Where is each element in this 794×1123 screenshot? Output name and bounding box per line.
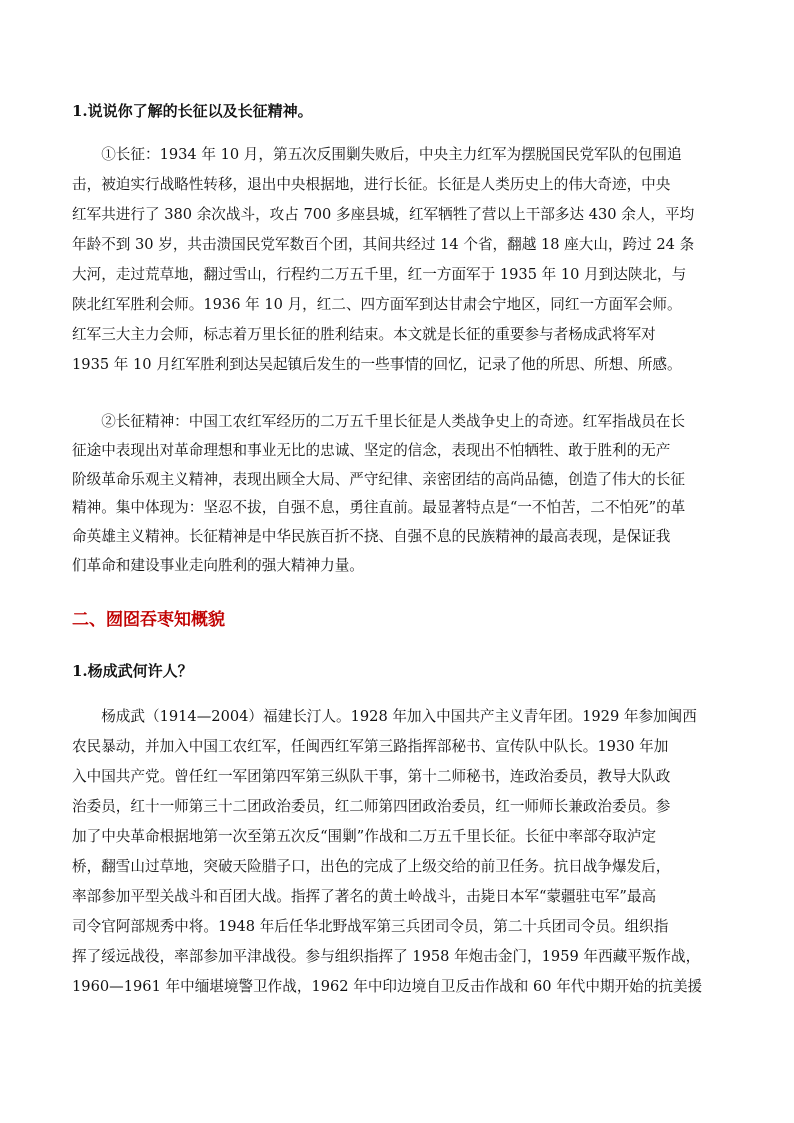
text-line: 司令官阿部规秀中将。1948 年后任华北野战军第三兵团司令员，第二十兵团司令员。组织指 xyxy=(72,918,669,935)
text-line: 命英雄主义精神。长征精神是中华民族百折不挠、自强不息的民族精神的最高表现，是保证我 xyxy=(72,528,671,546)
text-line: 1935 年 10 月红军胜利到达吴起镇后发生的一些事情的回忆，记录了他的所思、所想、所感。 xyxy=(72,356,682,373)
text-line: 入中国共产党。曾任红一军团第四军第三纵队干事，第十二师秘书，连政治委员，教导大队政 xyxy=(72,768,671,785)
text-line: 1960—1961 年中缅堪境警卫作战，1962 年中印边境自卫反击作战和 60 年代中期开始的抗美援 xyxy=(72,978,703,995)
text-line: 红军三大主力会师，标志着万里长征的胜利结束。本文就是长征的重要参与者杨成武将军对 xyxy=(72,326,656,343)
text-line: 农民暴动，并加入中国工农红军，任闽西红军第三路指挥部秘书、宣传队中队长。1930 年加 xyxy=(72,738,669,755)
text-line: 率部参加平型关战斗和百团大战。指挥了著名的黄土岭战斗，击毙日本军“蒙疆驻屯军”最高 xyxy=(72,888,657,905)
text-line: 挥了绥远战役，率部参加平津战役。参与组织指挥了 1958 年炮击金门，1959 年西藏平叛作战， xyxy=(72,948,701,965)
text-line: ②长征精神：中国工农红军经历的二万五千里长征是人类战争史上的奇迹。红军指战员在长 xyxy=(72,413,685,430)
text-line: 年龄不到 30 岁，共击溃国民党军数百个团，其间共经过 14 个省，翻越 18 座大山，跨过 24 条 xyxy=(72,236,695,253)
text-line: 红军共进行了 380 余次战斗，攻占 700 多座县城，红军牺牲了营以上干部多达 430 余人，平均 xyxy=(72,206,695,223)
text-line: 大河，走过荒草地，翻过雪山，行程约二万五千里，红一方面军于 1935 年 10 月到达陕北，与 xyxy=(72,266,687,283)
question-heading-changzheng: 1.说说你了解的长征以及长征精神。 xyxy=(72,102,313,120)
text-line: ①长征：1934 年 10 月，第五次反围剿失败后，中央主力红军为摆脱国民党军队的包围追 xyxy=(72,146,682,163)
text-line: 加了中央革命根据地第一次至第五次反“围剿”作战和二万五千里长征。长征中率部夺取泸定 xyxy=(72,828,657,845)
paragraph-yang-chengwu xyxy=(72,702,722,1002)
text-line: 们革命和建设事业走向胜利的强大精神力量。 xyxy=(72,556,364,574)
text-line: 陕北红军胜利会师。1936 年 10 月，红二、四方面军到达甘肃会宁地区，同红一方面军会师。 xyxy=(72,296,682,313)
question-heading-yang: 1.杨成武何许人？ xyxy=(72,662,193,680)
section-heading: 二、囫囵吞枣知概貌 xyxy=(72,610,225,630)
text-line: 阶级革命乐观主义精神，表现出顾全大局、严守纪律、亲密团结的高尚品德，创造了伟大的长征 xyxy=(72,470,685,488)
paragraph-changzheng-jingshen xyxy=(72,408,722,581)
text-line: 治委员，红十一师第三十二团政治委员，红二师第四团政治委员，红一师师长兼政治委员。参 xyxy=(72,798,671,815)
text-line: 杨成武（1914—2004）福建长汀人。1928 年加入中国共产主义青年团。1929 年参加闽西 xyxy=(72,708,697,725)
text-line: 精神。集中体现为：坚忍不拔，自强不息，勇往直前。最显著特点是“一不怕苦，二不怕死”的革 xyxy=(72,499,686,517)
text-line: 桥，翻雪山过草地，突破天险腊子口，出色的完成了上级交给的前卫任务。抗日战争爆发后， xyxy=(72,858,671,875)
text-line: 征途中表现出对革命理想和事业无比的忠诚、坚定的信念，表现出不怕牺牲、敢于胜利的无产 xyxy=(72,441,671,459)
text-line: 击，被迫实行战略性转移，退出中央根据地，进行长征。长征是人类历史上的伟大奇迹，中央 xyxy=(72,176,671,193)
paragraph-changzheng xyxy=(72,140,722,380)
